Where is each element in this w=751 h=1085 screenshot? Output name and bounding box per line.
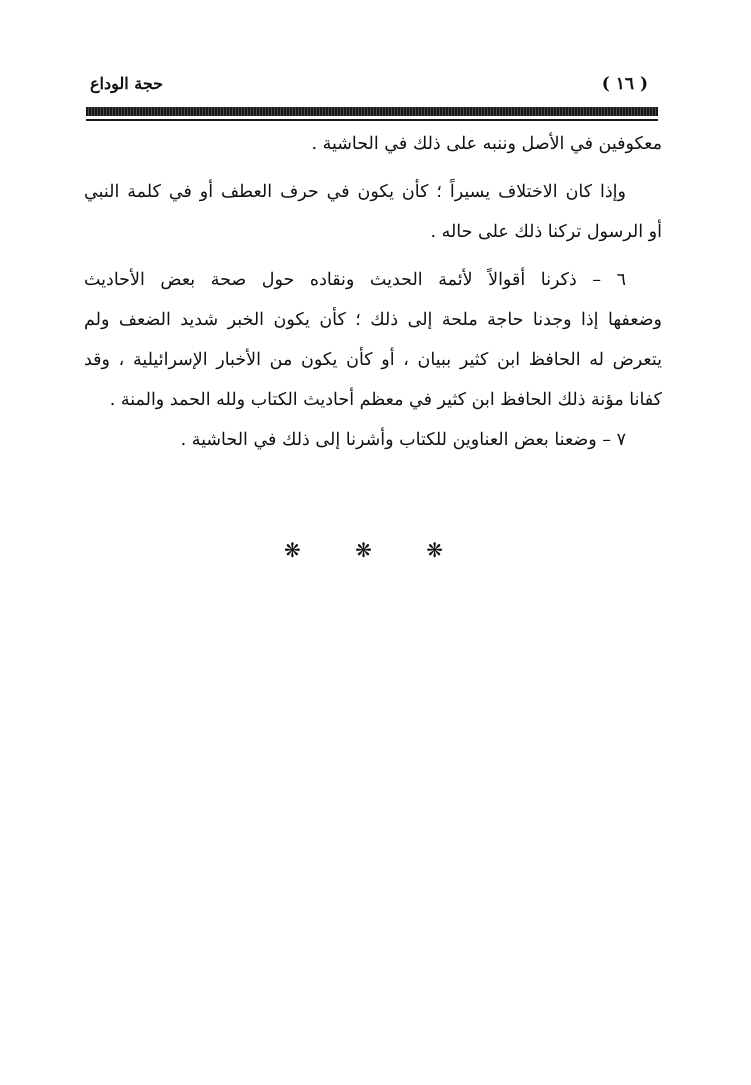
text-line: يتعرض له الحافظ ابن كثير ببيان ، أو كأن يكون من الأخبار الإسرائيلية ، وقد bbox=[84, 350, 662, 370]
paragraph-2 bbox=[84, 172, 662, 252]
paragraph-item-7 bbox=[84, 420, 662, 460]
text-line: ٦ – ذكرنا أقوالاً لأئمة الحديث ونقاده حول صحة بعض الأحاديث bbox=[84, 270, 626, 290]
text-line: معكوفين في الأصل وننبه على ذلك في الحاشية . bbox=[311, 134, 662, 154]
text-line: كفانا مؤنة ذلك الحافظ ابن كثير في معظم أحاديث الكتاب ولله الحمد والمنة . bbox=[109, 390, 662, 410]
paragraph-item-6 bbox=[84, 260, 662, 420]
text-line: أو الرسول تركنا ذلك على حاله . bbox=[430, 222, 662, 242]
text-line: ٧ – وضعنا بعض العناوين للكتاب وأشرنا إلى ذلك في الحاشية . bbox=[180, 430, 626, 450]
section-separator-stars: ❋ ❋ ❋ bbox=[284, 538, 467, 562]
header-rule-thick bbox=[86, 107, 658, 116]
running-title: حجة الوداع bbox=[90, 74, 164, 93]
header-rule-thin bbox=[86, 119, 658, 121]
text-line: وإذا كان الاختلاف يسيراً ؛ كأن يكون في حرف العطف أو في كلمة النبي bbox=[84, 182, 626, 202]
text-line: وضعفها إذا وجدنا حاجة ملحة إلى ذلك ؛ كأن يكون الخبر شديد الضعف ولم bbox=[84, 310, 662, 330]
page-header bbox=[88, 74, 656, 98]
page-body bbox=[84, 124, 662, 460]
paragraph-1 bbox=[84, 124, 662, 164]
page-number: ( ١٦ ) bbox=[601, 74, 648, 94]
